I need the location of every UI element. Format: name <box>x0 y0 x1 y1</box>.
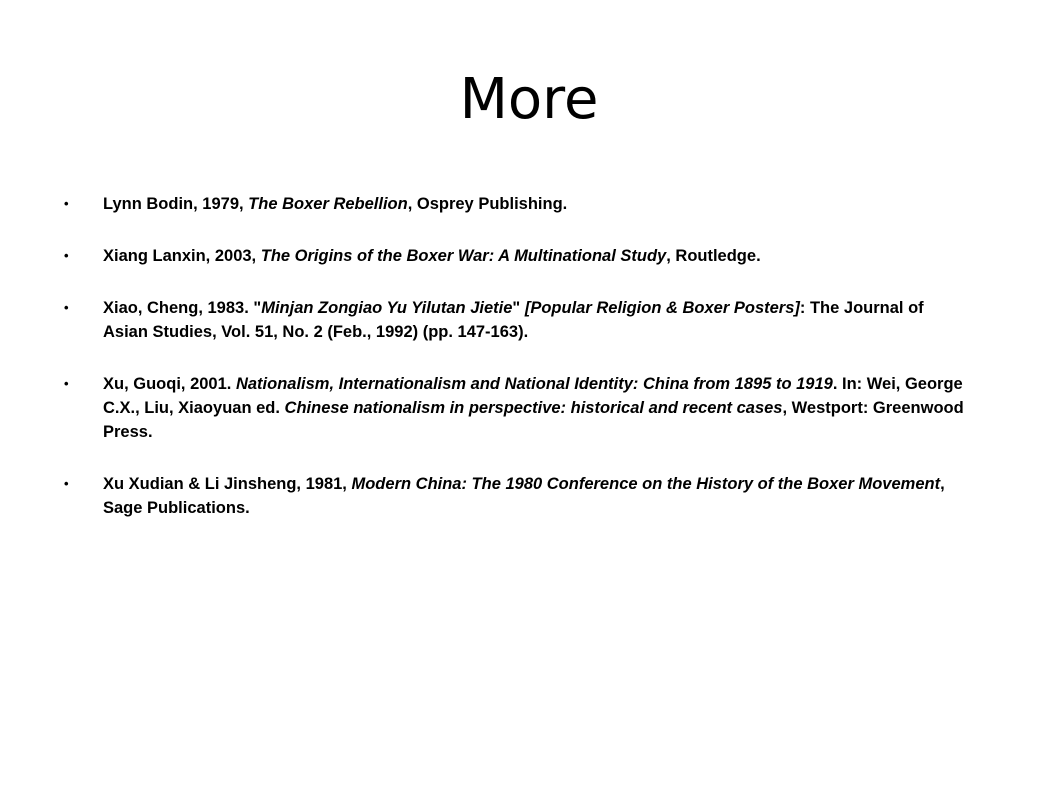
bullet-marker: • <box>64 248 69 263</box>
reference-title-text: Nationalism, Internationalism and National Identity: China from 1895 to 1919 <box>235 375 833 393</box>
reference-text: , Routledge. <box>666 247 761 265</box>
reference-text: , Sage Publications. <box>103 475 945 517</box>
reference-text: , Osprey Publishing. <box>407 195 568 213</box>
reference-title-text: Chinese nationalism in perspective: historical and recent cases <box>284 399 783 417</box>
reference-title-text: Modern China: The 1980 Conference on the History of the Boxer Movement <box>351 475 941 493</box>
reference-item <box>0 192 1058 216</box>
reference-text: Lynn Bodin, 1979, <box>103 195 249 213</box>
reference-text: : The Journal of Asian Studies, Vol. 51, No. 2 (Feb., 1992) (pp. 147-163). <box>103 299 924 341</box>
slide-title: More <box>459 67 599 132</box>
reference-title-text: [Popular Religion & Boxer Posters] <box>524 299 800 317</box>
reference-text: Xiao, Cheng, 1983. " <box>103 299 262 317</box>
reference-text: " <box>512 299 525 317</box>
reference-item <box>0 472 1058 520</box>
reference-text: , Westport: Greenwood Press. <box>103 399 964 441</box>
reference-item <box>0 244 1058 268</box>
reference-text: . In: Wei, George C.X., Liu, Xiaoyuan ed. <box>103 375 963 417</box>
reference-item <box>0 296 1058 344</box>
bullet-marker: • <box>64 376 69 391</box>
reference-item <box>0 372 1058 444</box>
bullet-marker: • <box>64 196 69 211</box>
reference-title-text: Minjan Zongiao Yu Yilutan Jietie <box>261 299 513 317</box>
reference-title-text: The Boxer Rebellion <box>248 195 408 213</box>
reference-list <box>0 192 1058 548</box>
bullet-marker: • <box>64 300 69 315</box>
reference-text: Xu Xudian & Li Jinsheng, 1981, <box>103 475 352 493</box>
reference-text: Xiang Lanxin, 2003, <box>103 247 261 265</box>
reference-text: Xu, Guoqi, 2001. <box>103 375 236 393</box>
bullet-marker: • <box>64 476 69 491</box>
reference-title-text: The Origins of the Boxer War: A Multinational Study <box>260 247 667 265</box>
